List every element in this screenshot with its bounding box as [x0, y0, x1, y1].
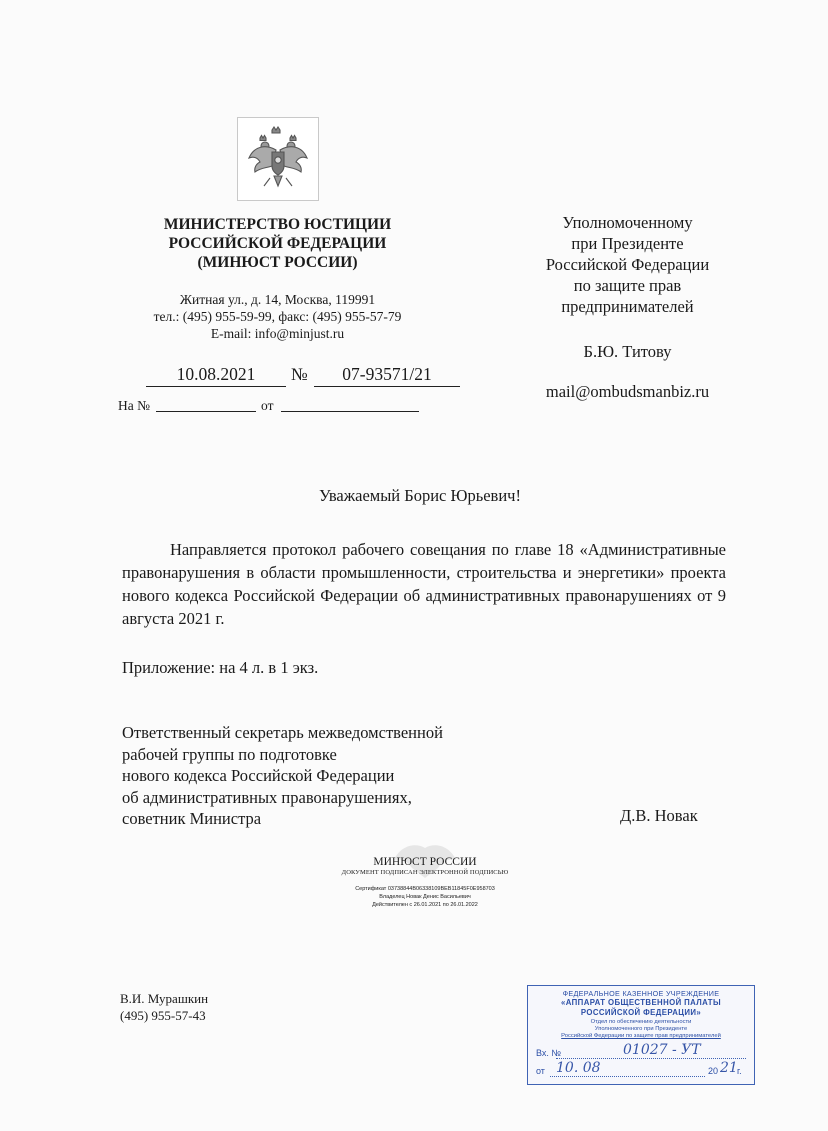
stamp-from-underline: [550, 1076, 705, 1077]
executor-block: [120, 990, 208, 1024]
esig-caption: ДОКУМЕНТ ПОДПИСАН ЭЛЕКТРОННОЙ ПОДПИСЬЮ: [341, 869, 509, 876]
stamp-line-5: Уполномоченного при Президенте: [594, 1026, 688, 1032]
ministry-name-block: [120, 215, 435, 272]
stamp-line-1: ФЕДЕРАЛЬНОЕ КАЗЕННОЕ УЧРЕЖДЕНИЕ: [562, 989, 720, 998]
stamp-line-2: «АППАРАТ ОБЩЕСТВЕННОЙ ПАЛАТЫ: [561, 998, 721, 1007]
registration-number-label: №: [291, 364, 308, 384]
executor-name: В.И. Мурашкин: [120, 991, 209, 1006]
stamp-in-no-underline: [556, 1058, 746, 1059]
letter-paragraph: Направляется протокол рабочего совещания по главе 18 «Административные правонарушения в области промышленности, строительства и энергетики» проекта нового кодекса Российской Федерации об административных правонарушениях от 9 августа 2021 г.: [122, 540, 726, 628]
recipient-line-4: по защите прав: [573, 276, 682, 295]
stamp-line-3: РОССИЙСКОЙ ФЕДЕРАЦИИ»: [580, 1008, 702, 1017]
stamp-in-no-label: Вх. №: [536, 1048, 562, 1058]
esig-validity: Действителен с 26.01.2021 по 26.01.2022: [372, 902, 478, 908]
stamp-in-no-handwritten: 01027 - УТ: [623, 1042, 701, 1058]
signer-position-line-2: рабочей группы по подготовке: [122, 744, 337, 764]
recipient-email: mail@ombudsmanbiz.ru: [545, 382, 710, 401]
stamp-year-suffix: г.: [737, 1066, 742, 1076]
ministry-name-line-1: МИНИСТЕРСТВО ЮСТИЦИИ: [163, 216, 392, 233]
ministry-address-block: [120, 291, 435, 342]
signer-position: [122, 722, 522, 830]
signer-position-line-4: об административных правонарушениях,: [122, 787, 412, 807]
stamp-from-label: от: [536, 1066, 545, 1076]
double-headed-eagle-icon: [246, 124, 310, 194]
incoming-registration-stamp: [527, 985, 755, 1085]
signer-position-line-5: советник Министра: [122, 809, 262, 828]
stamp-date-handwritten: 10. 08: [556, 1060, 601, 1076]
coat-of-arms-emblem: [237, 117, 319, 201]
esig-certificate: Сертификат 03738844B06338109BEB11845F0E958703: [355, 886, 495, 892]
stamp-line-6: Российской Федерации по защите прав предпринимателей: [561, 1033, 721, 1039]
electronic-signature-stamp: [300, 856, 550, 908]
executor-phone: (495) 955-57-43: [120, 1008, 206, 1023]
esig-owner: Владелец Новак Денис Васильевич: [379, 894, 471, 900]
recipient-line-1: Уполномоченному: [562, 213, 693, 232]
stamp-year-prefix: 20: [708, 1066, 719, 1076]
on-no-label: На №: [118, 398, 150, 413]
from-label: от: [261, 398, 274, 413]
greeting: Уважаемый Борис Юрьевич!: [319, 486, 521, 505]
recipient-line-3: Российской Федерации: [545, 255, 710, 274]
phone-fax-line: тел.: (495) 955-59-99, факс: (495) 955-57-79: [153, 309, 402, 324]
registration-number: 07-93571/21: [314, 364, 460, 387]
reply-reference-line: [118, 398, 438, 416]
stamp-line-4: Отдел по обеспечению деятельности: [590, 1019, 692, 1025]
signer-name: Д.В. Новак: [620, 806, 698, 825]
ministry-name-line-2: РОССИЙСКОЙ ФЕДЕРАЦИИ: [168, 235, 387, 252]
email-line: E-mail: info@minjust.ru: [210, 326, 345, 341]
signer-position-line-1: Ответственный секретарь межведомственной: [122, 723, 443, 742]
ministry-name-line-3: (МИНЮСТ РОССИИ): [197, 254, 358, 271]
from-blank: [281, 411, 419, 412]
recipient-name: Б.Ю. Титову: [583, 342, 672, 361]
address-line: Житная ул., д. 14, Москва, 119991: [179, 292, 376, 307]
esig-org: МИНЮСТ РОССИИ: [373, 856, 477, 868]
recipient-block: [520, 212, 735, 317]
registration-date: 10.08.2021: [146, 364, 286, 387]
recipient-line-5: предпринимателей: [561, 297, 694, 316]
signer-position-line-3: нового кодекса Российской Федерации: [122, 766, 395, 785]
on-no-blank: [156, 411, 256, 412]
stamp-year-handwritten: 21: [720, 1060, 738, 1076]
recipient-line-2: при Президенте: [571, 234, 684, 253]
attachment-note: Приложение: на 4 л. в 1 экз.: [122, 658, 319, 677]
registration-line: [146, 364, 466, 386]
